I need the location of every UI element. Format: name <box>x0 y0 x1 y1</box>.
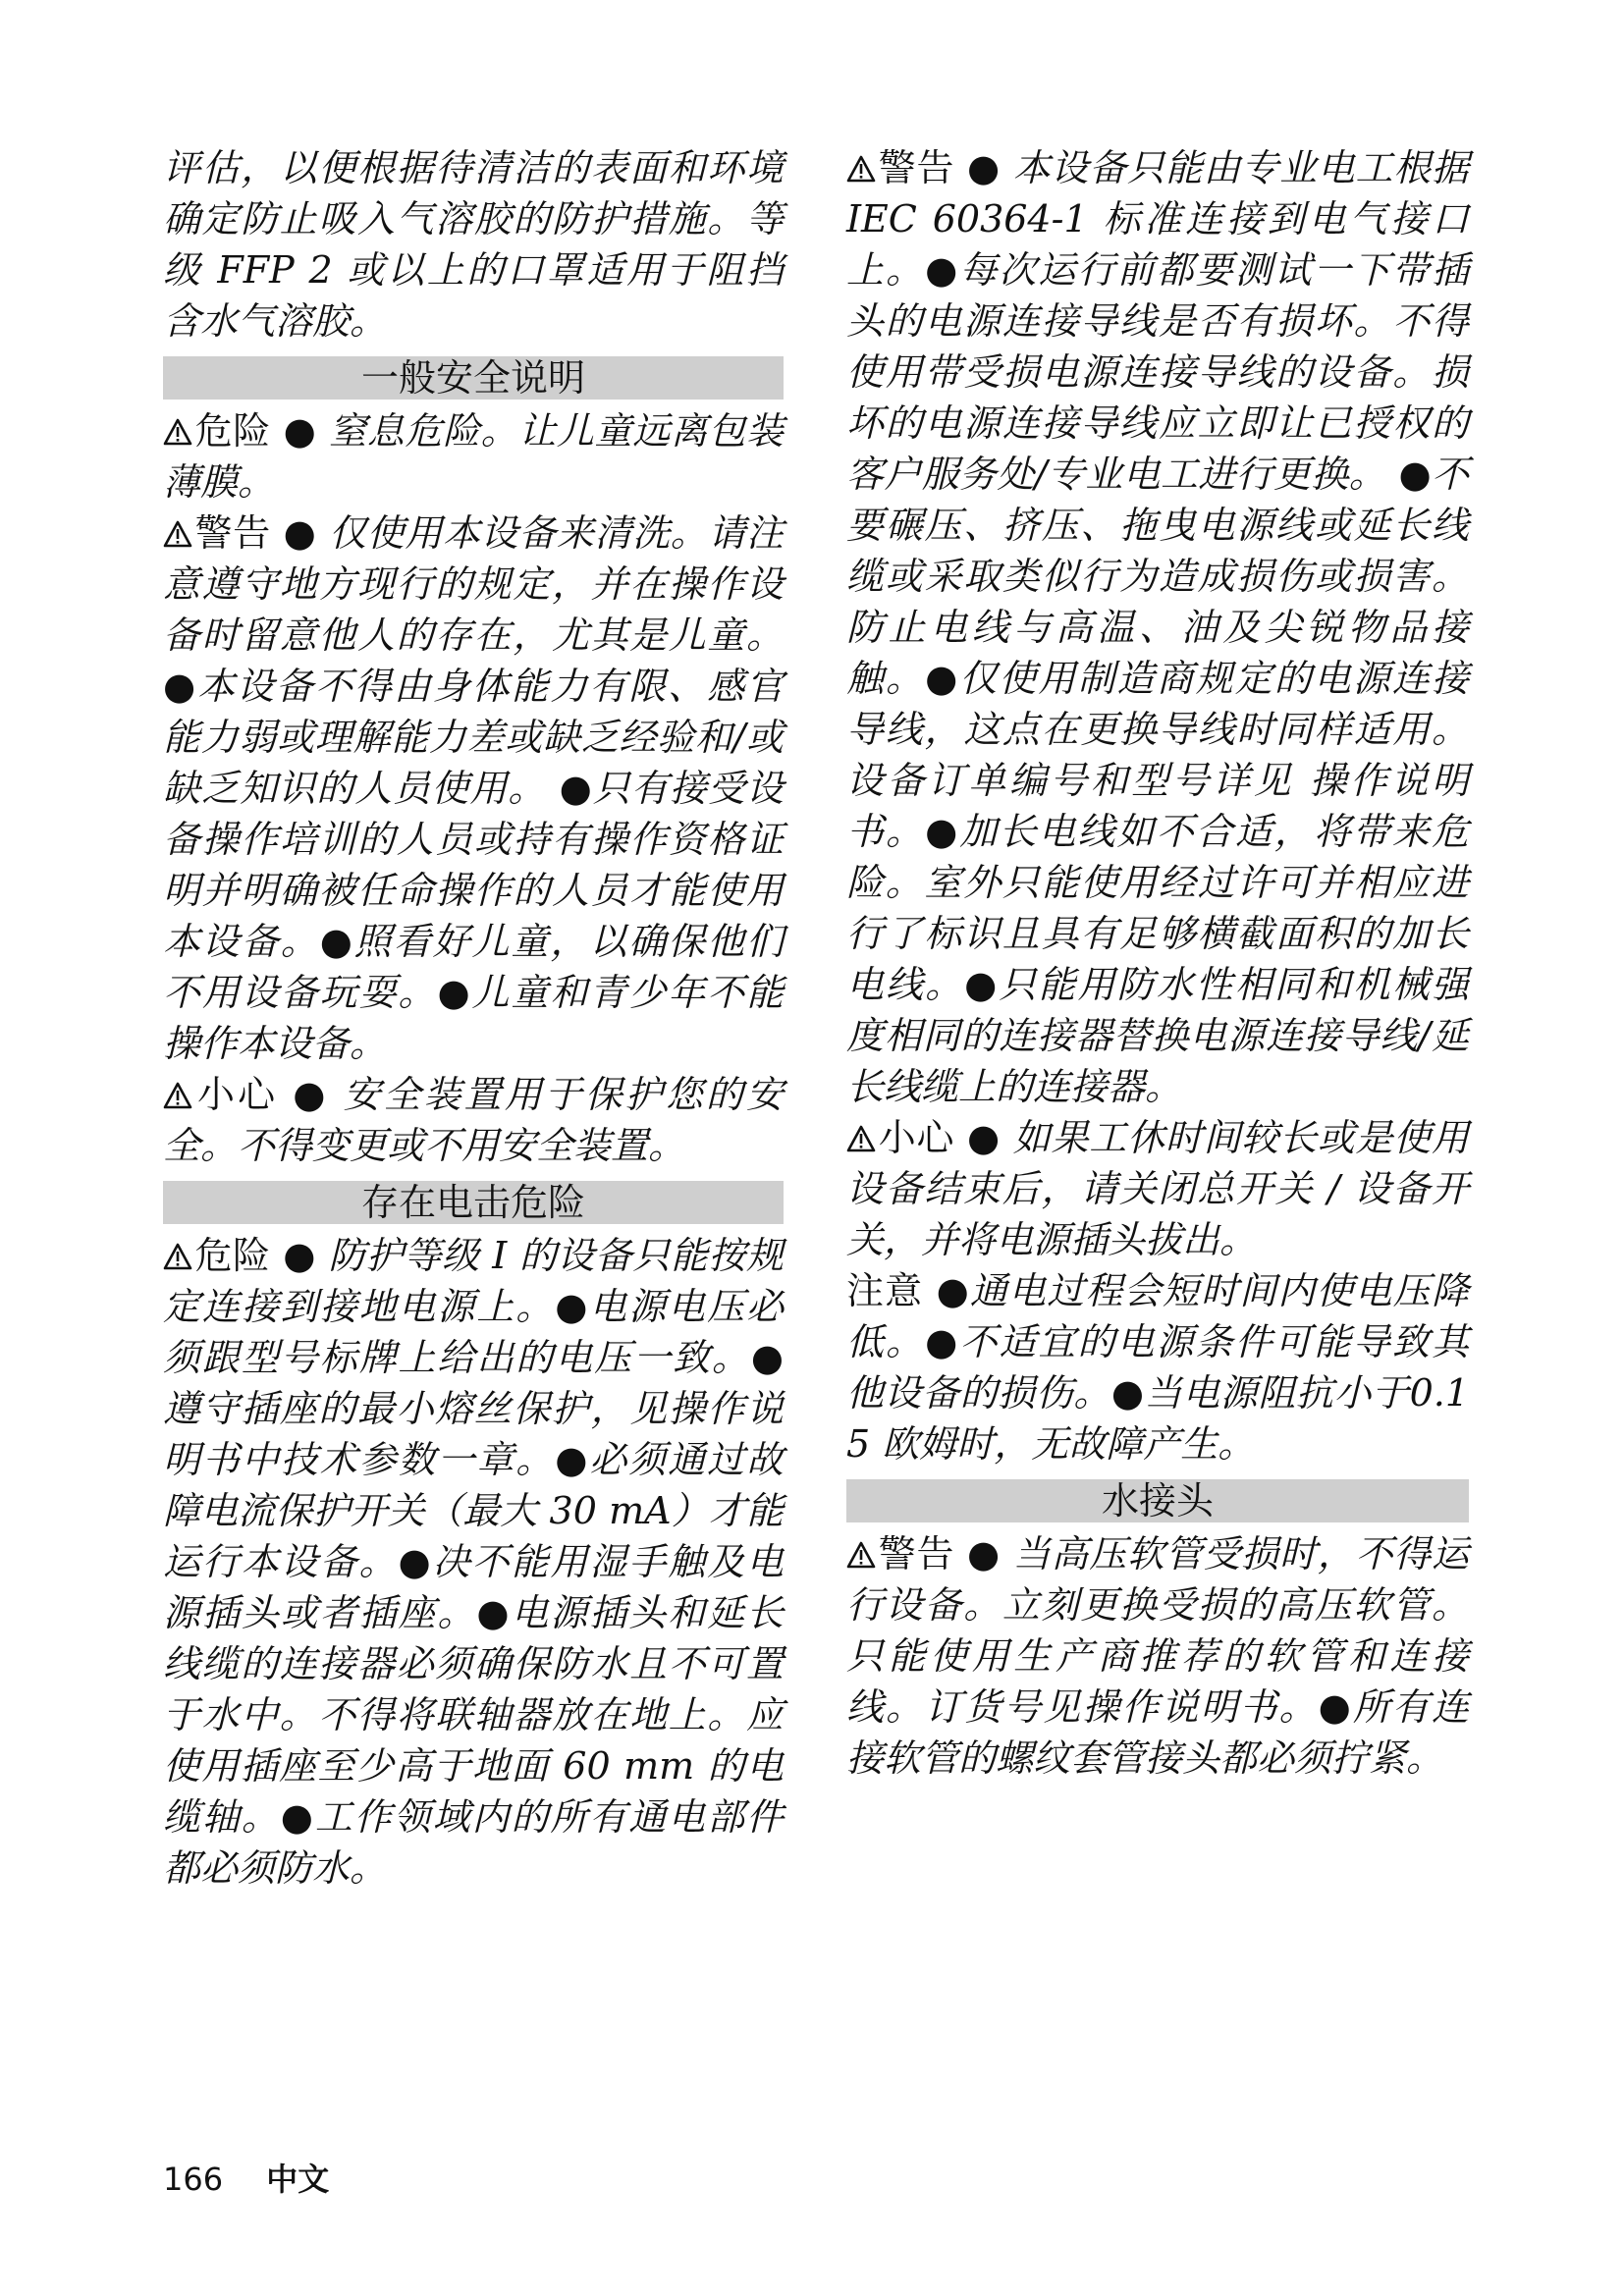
warning-triangle-icon <box>846 155 876 183</box>
warning-label: 警告 <box>194 511 271 555</box>
electric-danger-text: ● 防护等级 I 的设备只能按规定连接到接地电源上。●电源电压必须跟型号标牌上给出的电压一致。●遵守插座的最小熔丝保护，见操作说明书中技术参数一章。●必须通过故障电流保护开关（最大 30 mA）才能运行本设备。●决不能用湿手触及电源插头或者插座。●电源插头和延长线缆的连接器必须确保防水且不可置于水中。不得将联轴器放在地上。应使用插座至少高于地面 60 mm 的电缆轴。●工作领域内的所有通电部件都必须防水。 <box>163 1234 784 1890</box>
danger-paragraph <box>163 405 784 507</box>
electrical-caution-paragraph <box>846 1112 1469 1265</box>
water-warning-text: ● 当高压软管受损时，不得运行设备。立刻更换受损的高压软管。只能使用生产商推荐的软管和连接线。订货号见操作说明书。●所有连接软管的螺纹套管接头都必须拧紧。 <box>846 1532 1469 1780</box>
electric-danger-paragraph <box>163 1230 784 1894</box>
warning-triangle-icon <box>163 520 192 548</box>
section-heading-electric-shock: 存在电击危险 <box>163 1181 784 1224</box>
warning-triangle-icon <box>846 1125 876 1152</box>
page-footer <box>163 2160 329 2199</box>
warning-label: 警告 <box>878 1532 955 1575</box>
caution-text: ● 安全装置用于保护您的安全。不得变更或不用安全装置。 <box>163 1073 784 1167</box>
warning-triangle-icon <box>163 1082 192 1109</box>
section-heading-water-connection: 水接头 <box>846 1479 1469 1522</box>
electrical-warning-text: ● 本设备只能由专业电工根据 IEC 60364-1 标准连接到电气接口上。●每次运行前都要测试一下带插头的电源连接导线是否有损坏。不得使用带受损电源连接导线的设备。损坏的电源连接导线应立即让已授权的客户服务处/专业电工进行更换。 ●不要碾压、挤压、拖曳电源线或延长线缆或采取类似行为造成损伤或损害。防止电线与高温、油及尖锐物品接触。●仅使用制造商规定的电源连接导线，这点在更换导线时同样适用。设备订单编号和型号详见 操作说明书。●加长电线如不合适，将带来危险。室外只能使用经过许可并相应进行了标识且具有足够横截面积的加长电线。●只能用防水性相同和机械强度相同的连接器替换电源连接导线/延长线缆上的连接器。 <box>846 146 1469 1108</box>
water-warning-paragraph <box>846 1528 1469 1784</box>
section-heading-general-safety: 一般安全说明 <box>163 356 784 400</box>
caution-label: 小心 <box>194 1073 279 1116</box>
page-language: 中文 <box>266 2161 330 2198</box>
electrical-caution-text: ● 如果工休时间较长或是使用设备结束后，请关闭总开关 / 设备开关，并将电源插头拔出。 <box>846 1116 1469 1261</box>
warning-paragraph <box>163 507 784 1069</box>
danger-text: ● 窒息危险。让儿童远离包装薄膜。 <box>163 409 784 504</box>
right-column <box>846 142 1469 1784</box>
electrical-warning-paragraph <box>846 142 1469 1112</box>
warning-text: ● 仅使用本设备来清洗。请注意遵守地方现行的规定，并在操作设备时留意他人的存在，尤其是儿童。 ●本设备不得由身体能力有限、感官能力弱或理解能力差或缺乏经验和/或缺乏知识的人员使用。 ●只有接受设备操作培训的人员或持有操作资格证明并明确被任命操作的人员才能使用本设备。●照看好儿童，以确保他们不用设备玩耍。●儿童和青少年不能操作本设备。 <box>163 511 784 1065</box>
warning-triangle-icon <box>163 1243 192 1270</box>
note-text: ●通电过程会短时间内使电压降低。●不适宜的电源条件可能导致其他设备的损伤。●当电源阻抗小于0.15 欧姆时，无故障产生。 <box>846 1269 1469 1466</box>
caution-paragraph <box>163 1069 784 1171</box>
danger-label: 危险 <box>194 1234 271 1277</box>
danger-label: 危险 <box>194 409 271 453</box>
caution-label: 小心 <box>878 1116 955 1159</box>
note-paragraph <box>846 1265 1469 1469</box>
intro-paragraph: 评估，以便根据待清洁的表面和环境确定防止吸入气溶胶的防护措施。等级 FFP 2 或以上的口罩适用于阻挡含水气溶胶。 <box>163 146 784 343</box>
left-column <box>163 142 784 1894</box>
warning-label: 警告 <box>878 146 955 189</box>
page-number: 166 <box>163 2161 224 2198</box>
note-label: 注意 <box>846 1269 924 1312</box>
warning-triangle-icon <box>163 418 192 446</box>
warning-triangle-icon <box>846 1541 876 1569</box>
